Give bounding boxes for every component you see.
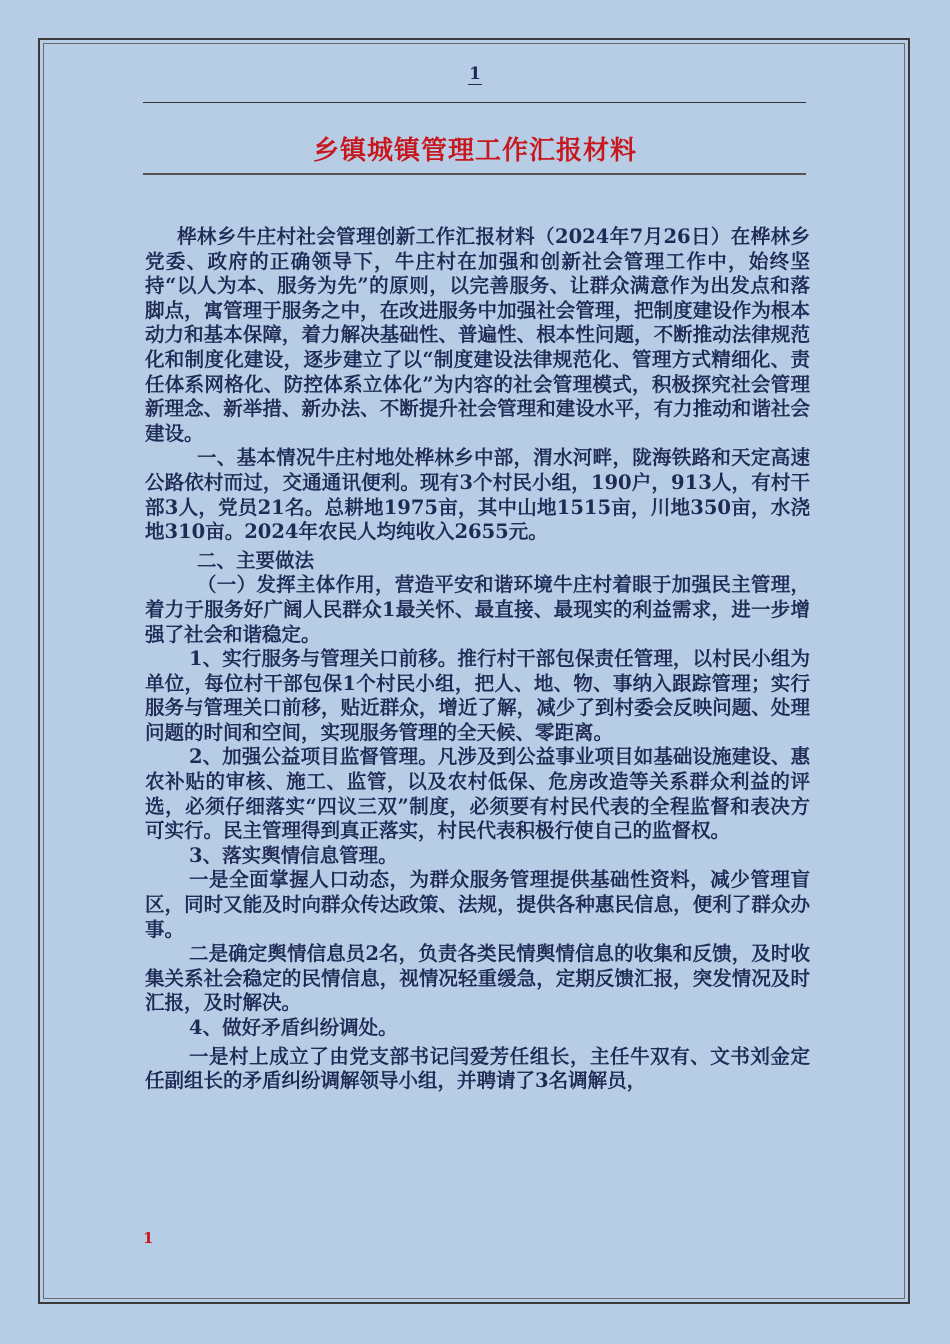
paragraph-basic-situation: 一、基本情况牛庄村地处桦林乡中部，渭水河畔，陇海铁路和天定高速公路依村而过，交通通讯便利。现有3个村民小组，190户，913人，有村干部3人，党员21名。总耕地1975亩，其中山地1515亩，川地350亩，水浇地310亩。2024年农民人均纯收入2655元。 (145, 446, 810, 544)
paragraph-item-3-point-2: 二是确定舆情信息员2名，负责各类民情舆情信息的收集和反馈，及时收集关系社会稳定的民情信息，视情况轻重缓急，定期反馈汇报，突发情况及时汇报，及时解决。 (145, 942, 810, 1015)
header-page-number: 1 (469, 64, 481, 84)
paragraph-intro: 桦林乡牛庄村社会管理创新工作汇报材料（2024年7月26日）在桦林乡党委、政府的正确领导下，牛庄村在加强和创新社会管理工作中，始终坚持“以人为本、服务为先”的原则，以完善服务、让群众满意作为出发点和落脚点，寓管理于服务之中，在改进服务中加强社会管理，把制度建设作为根本动力和基本保障，着力解决基础性、普遍性、根本性问题，不断推动法律规范化和制度化建设，逐步建立了以“制度建设法律规范化、管理方式精细化、责任体系网格化、防控体系立体化”为内容的社会管理模式，积极探究社会管理新理念、新举措、新办法、不断提升社会管理和建设水平，有力推动和谐社会建设。 (145, 225, 810, 445)
footer-page-number: 1 (143, 1229, 154, 1247)
document-body (145, 225, 810, 1094)
paragraph-item-1: 1、实行服务与管理关口前移。推行村干部包保责任管理，以村民小组为单位，每位村干部包保1个村民小组，把人、地、物、事纳入跟踪管理；实行服务与管理关口前移，贴近群众，增近了解，减少了到村委会反映问题、处理问题的时间和空间，实现服务管理的全天候、零距离。 (145, 647, 810, 744)
paragraph-item-3-point-1: 一是全面掌握人口动态，为群众服务管理提供基础性资料，减少管理盲区，同时又能及时向群众传达政策、法规，提供各种惠民信息，便利了群众办事。 (145, 868, 810, 941)
title-divider (143, 173, 806, 175)
heading-item-4: 4、做好矛盾纠纷调处。 (189, 1016, 398, 1039)
header-divider (143, 102, 806, 103)
paragraph-item-2: 2、加强公益项目监督管理。凡涉及到公益事业项目如基础设施建设、惠农补贴的审核、施工、监管，以及农村低保、危房改造等关系群众利益的评选，必须仔细落实“四议三双”制度，必须要有村民代表的全程监督和表决方可实行。民主管理得到真正落实，村民代表积极行使自己的监督权。 (145, 745, 810, 843)
paragraph-item-4-point-1: 一是村上成立了由党支部书记闫爱芳任组长，主任牛双有、文书刘金定任副组长的矛盾纠纷调解领导小组，并聘请了3名调解员， (145, 1044, 810, 1093)
heading-main-practices: 二、主要做法 (197, 548, 315, 572)
document-title: 乡镇城镇管理工作汇报材料 (312, 136, 637, 166)
paragraph-section-1: （一）发挥主体作用，营造平安和谐环境牛庄村着眼于加强民主管理，着力于服务好广阔人民群众1最关怀、最直接、最现实的利益需求，进一步增强了社会和谐稳定。 (145, 573, 810, 646)
heading-item-3: 3、落实舆情信息管理。 (189, 843, 398, 867)
